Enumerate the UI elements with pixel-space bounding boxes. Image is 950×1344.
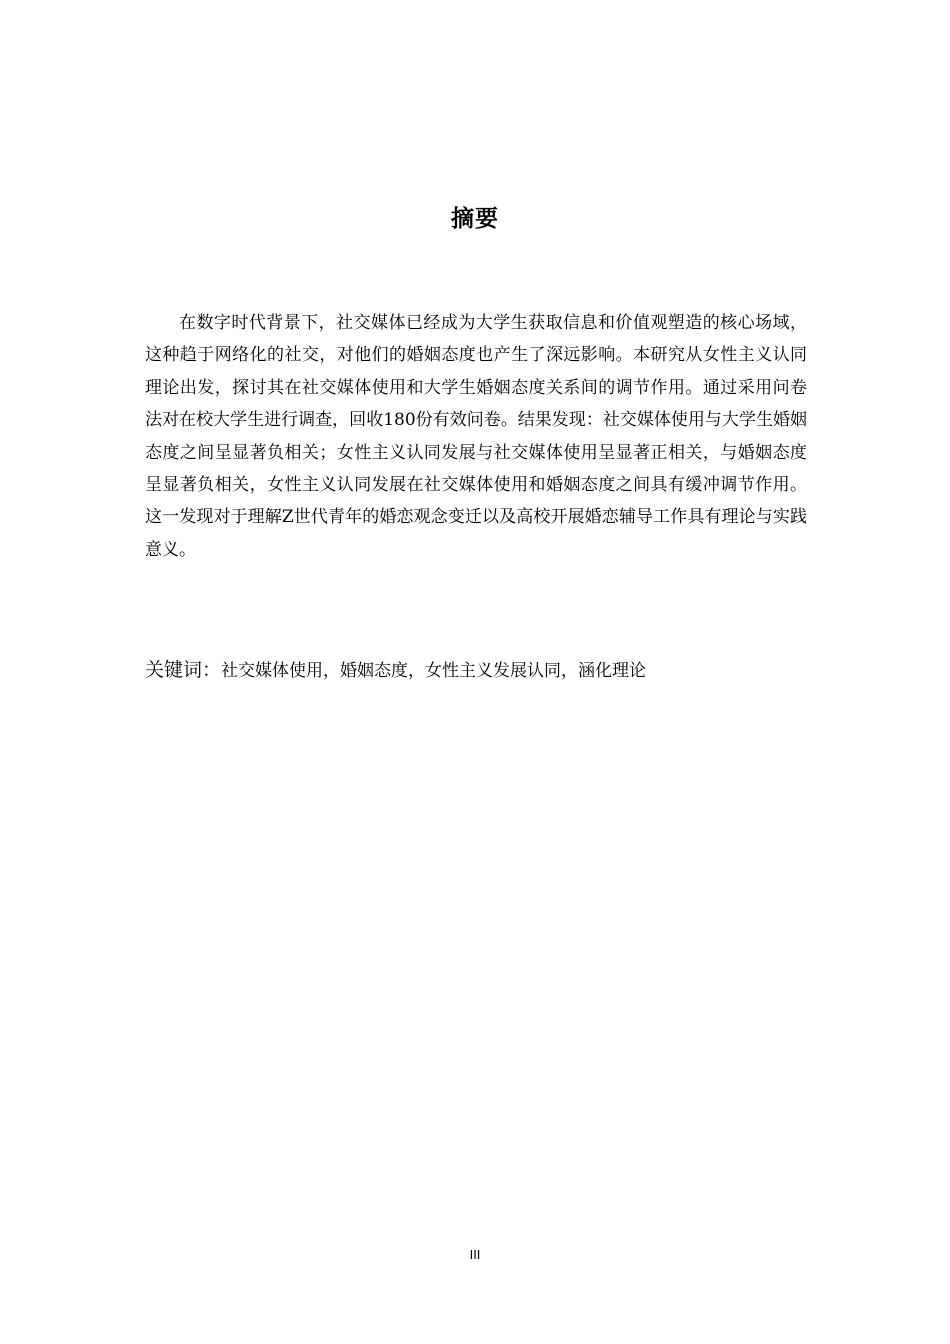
keywords-label: 关键词： <box>145 659 222 681</box>
page-number: III <box>469 1247 481 1262</box>
abstract-paragraph: 在数字时代背景下，社交媒体已经成为大学生获取信息和价值观塑造的核心场域，这种趋于网络化的社交，对他们的婚姻态度也产生了深远影响。本研究从女性主义认同理论出发，探讨其在社交媒体使用和大学生婚姻态度关系间的调节作用。通过采用问卷法对在校大学生进行调查，回收180份有效问卷。结果发现：社交媒体使用与大学生婚姻态度之间呈显著负相关；女性主义认同发展与社交媒体使用呈显著正相关，与婚姻态度呈显著负相关，女性主义认同发展在社交媒体使用和婚姻态度之间具有缓冲调节作用。这一发现对于理解Z世代青年的婚恋观念变迁以及高校开展婚恋辅导工作具有理论与实践意义。 <box>145 313 807 560</box>
keywords-line <box>145 655 807 686</box>
keywords-text: 社交媒体使用，婚姻态度，女性主义发展认同，涵化理论 <box>221 661 647 681</box>
page-title: 摘要 <box>451 206 499 232</box>
